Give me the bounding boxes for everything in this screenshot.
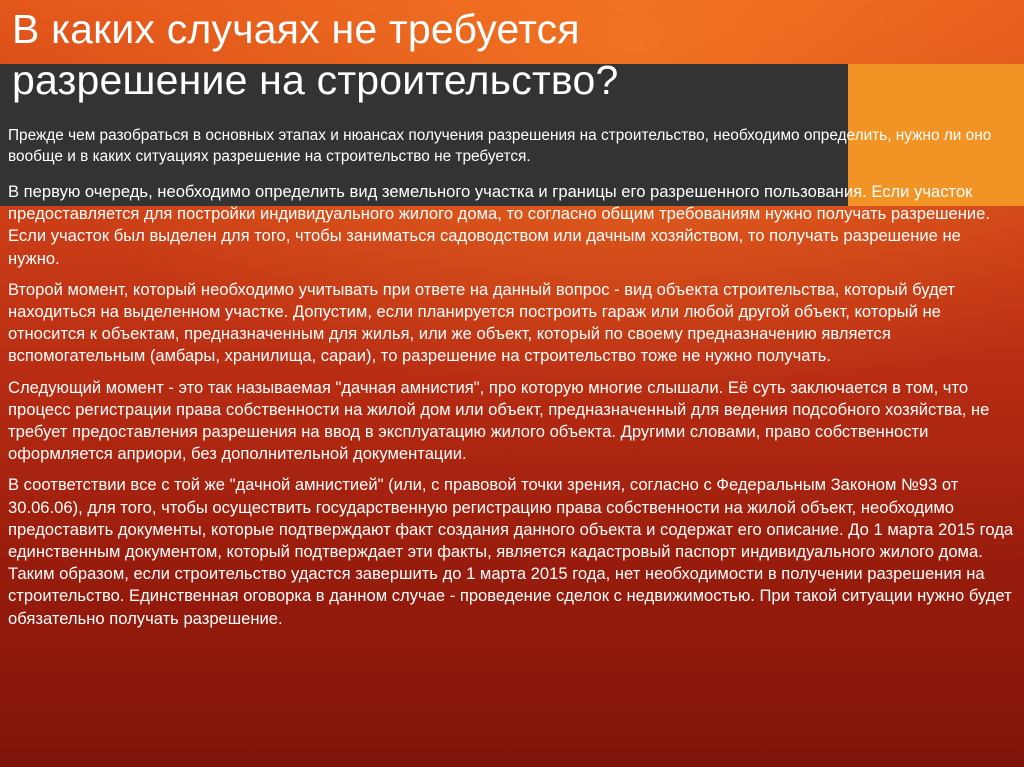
slide-body	[8, 126, 1014, 639]
slide-title	[12, 4, 1012, 106]
paragraph-intro: Прежде чем разобраться в основных этапах и нюансах получения разрешения на строительство, необходимо определить, нужно ли оно вообще и в каких ситуациях разрешение на строительство не требуется.	[8, 127, 992, 165]
title-line-2: разрешение на строительство?	[12, 57, 619, 103]
paragraph-dacha-amnesty: Следующий момент - это так называемая "дачная амнистия", про которую многие слышали. Её суть заключается в том, что процесс регистрации права собственности на жилой дом или объект, предназначенный для ведения подсобного хозяйства, не требует предоставления разрешения на ввод в эксплуатацию жилого объекта. Другими словами, право собственности оформляется априори, без дополнительной документации.	[8, 377, 990, 464]
paragraph-land-type: В первую очередь, необходимо определить вид земельного участка и границы его разрешенного пользования. Если участок предоставляется для постройки индивидуального жилого дома, то согласно общим требованиям нужно получать разрешение. Если участок был выделен для того, чтобы заниматься садоводством или дачным хозяйством, то получать разрешение не нужно.	[8, 182, 990, 268]
title-line-1: В каких случаях не требуется	[12, 6, 580, 52]
paragraph-object-type: Второй момент, который необходимо учитывать при ответе на данный вопрос - вид объекта строительства, который будет находиться на выделенном участке. Допустим, если планируется построить гараж или любой другой объект, который не относится к объектам, предназначенным для жилья, или же объект, который по своему предназначению является вспомогательным (амбары, хранилища, сараи), то разрешение на строительство тоже не нужно получать.	[8, 279, 955, 366]
paragraph-federal-law: В соответствии все с той же "дачной амнистией" (или, с правовой точки зрения, согласно с Федеральным Законом №93 от 30.06.06), для того, чтобы осуществить государственную регистрацию права собственности на жилой объект, необходимо предоставить документы, которые подтверждают факт создания данного объекта и содержат его описание. До 1 марта 2015 года единственным документом, который подтверждает эти факты, является кадастровый паспорт индивидуального жилого дома. Таким образом, если строительство удастся завершить до 1 марта 2015 года, нет необходимости в получении разрешения на строительство. Единственная оговорка в данном случае - проведение сделок с недвижимостью. При такой ситуации нужно будет обязательно получать разрешение.	[8, 475, 1014, 628]
